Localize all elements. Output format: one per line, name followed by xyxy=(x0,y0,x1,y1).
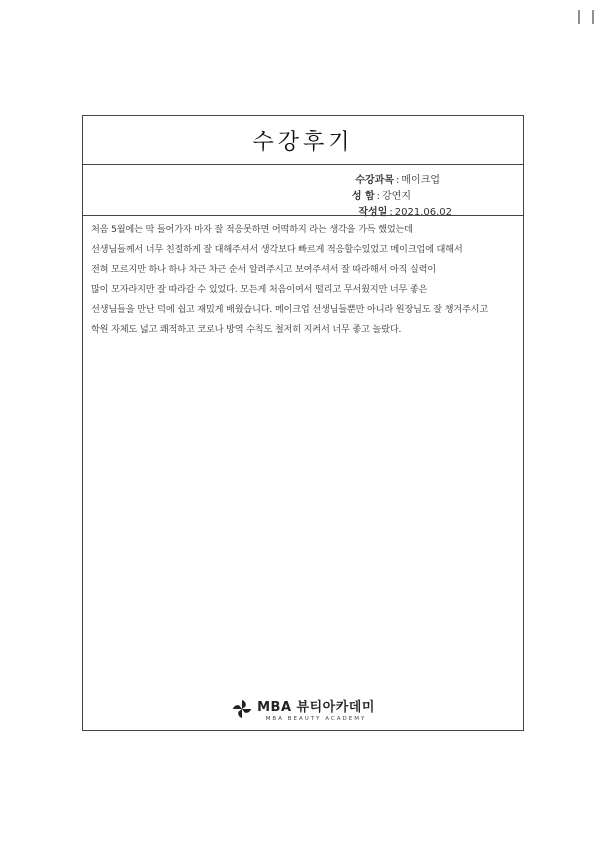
page-title: 수강후기 xyxy=(252,129,354,155)
review-line: 전혀 모르지만 하나 하나 차근 차근 순서 알려주시고 보여주셔서 잘 따라해서 아직 실력이 xyxy=(91,264,436,275)
review-line: 많이 모자라지만 잘 따라갈 수 있었다. 모든게 처음이여서 떨리고 무서웠지만 너무 좋은 xyxy=(91,284,428,295)
academy-logo xyxy=(83,693,523,725)
logo-sub-text: MBA BEAUTY ACADEMY xyxy=(265,716,367,722)
name-label: 성 함 xyxy=(351,191,375,202)
name-colon: : xyxy=(376,191,381,202)
logo-main-text: MBA 뷰티아카데미 xyxy=(257,700,375,715)
title-row xyxy=(83,116,523,165)
course-line xyxy=(355,171,440,186)
review-line: 선생님들을 만난 덕에 쉽고 재밌게 배웠습니다. 메이크업 선생님들뿐만 아니라 원장님도 잘 챙겨주시고 xyxy=(91,304,488,315)
course-value: 메이크업 xyxy=(401,175,440,186)
review-form xyxy=(82,115,524,731)
course-colon: : xyxy=(395,175,400,186)
scan-corner-mark xyxy=(578,10,594,24)
review-line: 처음 5월에는 막 들어가자 마자 잘 적응못하면 어떡하지 라는 생각을 가득 했었는데 xyxy=(91,224,413,235)
date-line xyxy=(358,203,452,218)
info-section xyxy=(83,164,523,216)
course-label: 수강과목 xyxy=(355,175,394,186)
date-label: 작성일 xyxy=(358,207,388,218)
date-value: 2021.06.02 xyxy=(394,207,452,218)
name-line xyxy=(352,187,411,202)
review-line: 선생님들께서 너무 친절하게 잘 대해주셔서 생각보다 빠르게 적응할수있었고 메이크업에 대해서 xyxy=(91,244,463,255)
logo-text xyxy=(257,696,375,722)
name-value: 강연지 xyxy=(382,191,411,202)
date-colon: : xyxy=(389,207,393,218)
review-body xyxy=(91,220,517,340)
review-line: 학원 자체도 넓고 쾌적하고 코로나 방역 수칙도 철저히 지켜서 너무 좋고 놀랐다. xyxy=(91,324,402,335)
pinwheel-logo-icon xyxy=(231,698,253,720)
